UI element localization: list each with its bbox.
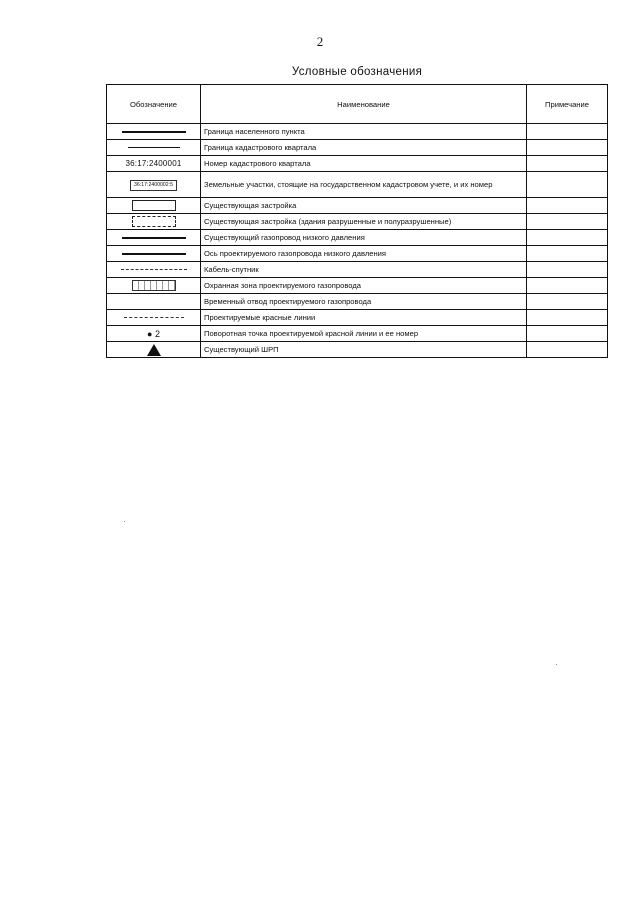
thick-solid-line-icon [122, 237, 186, 239]
header-name: Наименование [201, 85, 527, 124]
scan-speck [124, 521, 125, 522]
legend-symbol [107, 310, 201, 326]
legend-symbol [107, 124, 201, 140]
table-row [107, 156, 608, 172]
table-row [107, 172, 608, 198]
legend-note [527, 294, 608, 310]
legend-symbol [107, 278, 201, 294]
legend-note [527, 246, 608, 262]
thick-solid-line-icon [122, 131, 186, 133]
legend-symbol [107, 262, 201, 278]
legend-symbol [107, 294, 201, 310]
table-row [107, 198, 608, 214]
legend-symbol [107, 342, 201, 358]
table-row [107, 326, 608, 342]
legend-name: Существующий ШРП [201, 342, 527, 358]
legend-name: Существующий газопровод низкого давления [201, 230, 527, 246]
table-row [107, 214, 608, 230]
dot-icon: ● [147, 328, 153, 339]
scan-speck [556, 664, 557, 665]
legend-name: Существующая застройка (здания разрушенные и полуразрушенные) [201, 214, 527, 230]
table-row [107, 230, 608, 246]
legend-name: Ось проектируемого газопровода низкого давления [201, 246, 527, 262]
legend-symbol [107, 214, 201, 230]
legend-name: Кабель-спутник [201, 262, 527, 278]
cadastral-quarter-number: 36:17:2400001 [125, 159, 182, 168]
table-row [107, 246, 608, 262]
page-number: 2 [316, 34, 324, 49]
table-row [107, 294, 608, 310]
table-row [107, 262, 608, 278]
legend-note [527, 262, 608, 278]
legend-note [527, 156, 608, 172]
legend-note [527, 140, 608, 156]
legend-name: Граница населенного пункта [201, 124, 527, 140]
legend-note [527, 230, 608, 246]
legend-name: Поворотная точка проектируемой красной линии и ее номер [201, 326, 527, 342]
legend-symbol [107, 172, 201, 198]
table-row [107, 124, 608, 140]
legend-note [527, 172, 608, 198]
legend-symbol [107, 326, 201, 342]
header-symbol: Обозначение [107, 85, 201, 124]
legend-symbol [107, 246, 201, 262]
table-row [107, 278, 608, 294]
table-row [107, 310, 608, 326]
legend-note [527, 342, 608, 358]
rectangle-icon [132, 200, 176, 211]
long-dashed-line-icon [124, 317, 184, 318]
table-row [107, 140, 608, 156]
turning-point-number: 2 [154, 328, 160, 339]
table-header-row [107, 85, 608, 124]
legend-note [527, 326, 608, 342]
legend-name: Проектируемые красные линии [201, 310, 527, 326]
legend-symbol [107, 156, 201, 172]
parcel-number-box: 36:17:2400002:5 [130, 180, 177, 191]
legend-name: Временный отвод проектируемого газопровода [201, 294, 527, 310]
legend-symbol [107, 230, 201, 246]
triangle-icon [147, 344, 161, 356]
legend-name: Существующая застройка [201, 198, 527, 214]
dashed-line-icon [121, 269, 187, 270]
legend-name: Охранная зона проектируемого газопровода [201, 278, 527, 294]
legend-symbol [107, 198, 201, 214]
legend-name: Земельные участки, стоящие на государственном кадастровом учете, и их номер [201, 172, 527, 198]
legend-table [106, 84, 608, 358]
hatched-rectangle-icon [132, 280, 176, 291]
dashed-rectangle-icon [132, 216, 176, 227]
legend-note [527, 124, 608, 140]
legend-title: Условные обозначения [291, 66, 423, 78]
header-note: Примечание [527, 85, 608, 124]
legend-note [527, 198, 608, 214]
legend-name: Граница кадастрового квартала [201, 140, 527, 156]
thin-solid-line-icon [128, 147, 180, 148]
legend-note [527, 278, 608, 294]
thick-solid-line-icon [122, 253, 186, 255]
legend-note [527, 310, 608, 326]
legend-symbol [107, 140, 201, 156]
legend-name: Номер кадастрового квартала [201, 156, 527, 172]
legend-note [527, 214, 608, 230]
table-row [107, 342, 608, 358]
